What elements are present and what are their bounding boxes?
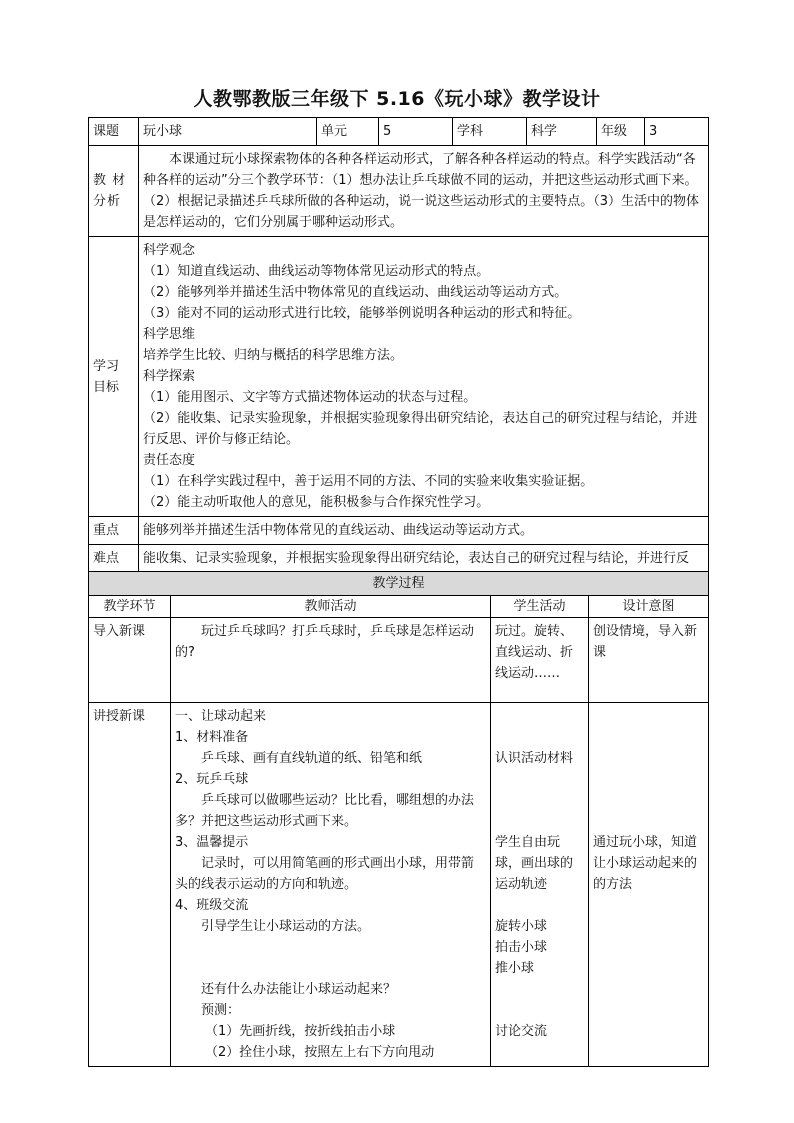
analysis-label [89, 146, 139, 237]
goals-content [139, 237, 709, 517]
intent-spacer [593, 706, 704, 832]
unit-value: 5 [379, 118, 453, 146]
student-spacer [495, 706, 584, 748]
intent-text: 通过玩小球，知道让小球运动起来的的方法 [593, 835, 698, 892]
topic-value: 玩小球 [139, 118, 317, 146]
goals-line: （2）能主动听取他人的意见，能积极参与合作探究性学习。 [143, 495, 490, 510]
lesson-student-activity [491, 703, 589, 1067]
student-line: 认识活动材料 [495, 751, 574, 766]
student-line: 推小球 [495, 961, 535, 976]
goals-line: （1）能用图示、文字等方式描述物体运动的状态与过程。 [143, 390, 477, 405]
goals-line: （1）知道直线运动、曲线运动等物体常见运动形式的特点。 [143, 264, 490, 279]
document-title: 人教鄂教版三年级下 5.16《玩小球》教学设计 [193, 88, 601, 110]
column-header-intent: 设计意图 [589, 596, 709, 618]
student-spacer [495, 895, 584, 916]
teacher-line: （1）先画折线，按折线拍击小球 [205, 1024, 396, 1039]
teacher-line: 引导学生让小球运动的方法。 [201, 919, 371, 934]
goals-line: 科学观念 [143, 243, 196, 258]
goals-line: （3）能对不同的运动形式进行比较，能够举例说明各种运动的形式和特征。 [143, 306, 581, 321]
student-spacer [495, 769, 584, 832]
goals-line: 科学探索 [143, 369, 196, 384]
analysis-label-line-1: 教 材 [93, 173, 127, 188]
lesson-info-table [88, 117, 709, 594]
column-header-student: 学生活动 [491, 596, 589, 618]
grade-label: 年级 [597, 118, 645, 146]
teacher-line: 预测： [201, 1003, 241, 1018]
goals-label-line-1: 学习 [93, 358, 120, 374]
topic-label: 课题 [89, 118, 139, 146]
teacher-line: 2、玩乒乓球 [175, 772, 249, 787]
goals-line: 科学思维 [143, 327, 196, 342]
teacher-line: 一、让球动起来 [175, 709, 267, 724]
teacher-line: 还有什么办法能让小球运动起来？ [201, 982, 397, 997]
intro-design-intent: 创设情境，导入新课 [589, 618, 709, 703]
student-spacer [495, 979, 584, 1021]
intro-student-activity: 玩过。旋转、直线运动、折线运动…… [491, 618, 589, 703]
key-points-label: 重点 [89, 517, 139, 545]
analysis-text: 本课通过玩小球探索物体的各种各样运动形式，了解各种各样运动的特点。科学实践活动“各种各样的运动”分三个教学环节：（1）想办法让乒乓球做不同的运动，并把这些运动形式画下来。（2）根据记录描述乒乓球所做的各种运动，说一说这些运动形式的主要特点。（3）生活中的物体是怎样运动的，它们分别属于哪种运动形式。 [139, 146, 709, 237]
student-line: 拍击小球 [495, 940, 548, 955]
goals-line: （1）在科学实践过程中，善于运用不同的方法、不同的实验来收集实验证据。 [143, 474, 594, 489]
intro-stage: 导入新课 [89, 618, 171, 703]
column-header-stage: 教学环节 [89, 596, 171, 618]
student-line: 学生自由玩球，画出球的运动轨迹 [495, 835, 574, 892]
lesson-design-intent [589, 703, 709, 1067]
goals-label [89, 237, 139, 517]
lesson-teacher-activity [171, 703, 491, 1067]
teacher-line: （2）拴住小球，按照左上右下方向甩动 [205, 1045, 435, 1060]
intro-teacher-activity: 玩过乒乓球吗？打乒乓球时，乒乓球是怎样运动的? [171, 618, 491, 703]
subject-label: 学科 [453, 118, 527, 146]
difficulties-text: 能收集、记录实验现象，并根据实验现象得出研究结论，表达自己的研究过程与结论，并进行反 [139, 545, 709, 594]
teacher-line: 4、班级交流 [175, 898, 249, 913]
goals-label-line-2: 目标 [93, 379, 120, 395]
analysis-label-line-2: 分析 [93, 194, 122, 209]
unit-label: 单元 [317, 118, 379, 146]
teacher-line: 3、温馨提示 [175, 835, 249, 850]
grade-value: 3 [645, 118, 709, 146]
teacher-line: 1、材料准备 [175, 730, 249, 745]
goals-line: 责任态度 [143, 453, 196, 468]
column-header-teacher: 教师活动 [171, 596, 491, 618]
teacher-line: 乒乓球、画有直线轨道的纸、铅笔和纸 [201, 751, 423, 766]
teacher-line: 记录时，可以用简笔画的形式画出小球，用带箭头的线表示运动的方向和轨迹。 [175, 856, 475, 892]
teaching-process-table [88, 571, 709, 1067]
student-line: 讨论交流 [495, 1024, 548, 1039]
student-line: 旋转小球 [495, 919, 548, 934]
key-points-text: 能够列举并描述生活中物体常见的直线运动、曲线运动等运动方式。 [139, 517, 709, 545]
subject-value: 科学 [527, 118, 597, 146]
teacher-line: 乒乓球可以做哪些运动？比比看，哪组想的办法多？并把这些运动形式画下来。 [175, 793, 475, 829]
difficulties-label: 难点 [89, 545, 139, 594]
process-header: 教学过程 [89, 572, 709, 596]
goals-line: （2）能够列举并描述生活中物体常见的直线运动、曲线运动等运动方式。 [143, 285, 568, 300]
teacher-spacer [175, 937, 486, 979]
lesson-stage: 讲授新课 [89, 703, 171, 1067]
goals-line: （2）能收集、记录实验现象，并根据实验现象得出研究结论，表达自己的研究过程与结论，并进行反思、评价与修正结论。 [143, 411, 698, 447]
goals-line: 培养学生比较、归纳与概括的科学思维方法。 [143, 348, 404, 363]
